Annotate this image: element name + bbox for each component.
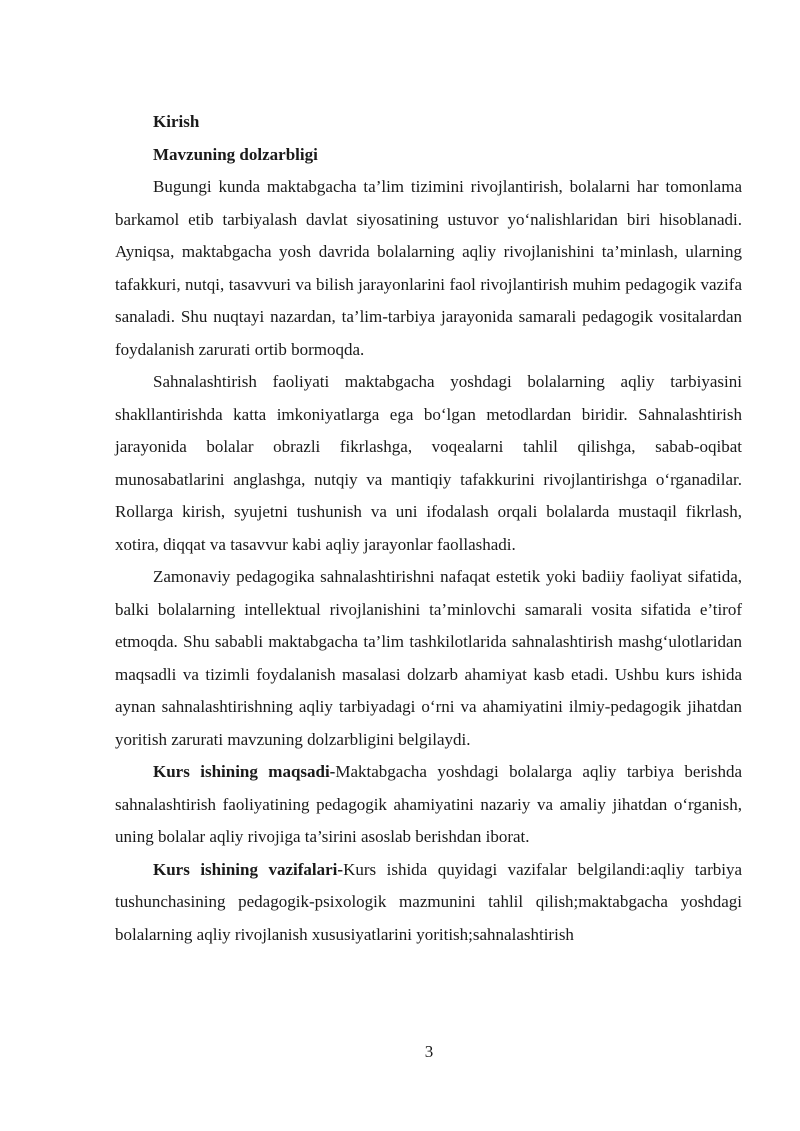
paragraph-2: Sahnalashtirish faoliyati maktabgacha yoshdagi bolalarning aqliy tarbiyasini shakllantirishda katta imkoniyatlarga ega bo‘lgan metodlardan biridir. Sahnalashtirish jarayonida bolalar obrazli fikrlashga, voqealarni tahlil qilishga, sabab-oqibat munosabatlarini anglashga, nutqiy va mantiqiy tafakkurini rivojlantirishga o‘rganadilar. Rollarga kirish, syujetni tushunish va uni ifodalash orqali bolalarda mustaqil fikrlash, xotira, diqqat va tasavvur kabi aqliy jarayonlar faollashadi. [115, 372, 742, 554]
heading-intro: Kirish [153, 112, 200, 131]
tasks-text: Kurs ishida quyidagi vazifalar belgilandi:aqliy tarbiya tushunchasining pedagogik-psixologik mazmunini tahlil qilish;maktabgacha yoshdagi bolalarning aqliy rivojlanish xususiyatlarini yoritish;sahnalashtirish [115, 859, 743, 944]
tasks-label: Kurs ishining vazifalari- [153, 859, 344, 879]
goal-label: Kurs ishining maqsadi- [153, 762, 336, 781]
goal-text: Maktabgacha yoshdagi bolalarga aqliy tarbiya berishda sahnalashtirish faoliyatining pedagogik ahamiyatini nazariy va amaliy jihatdan o‘rganish, uning bolalar aqliy rivojiga ta’sirini asoslab berishdan iborat. [115, 762, 743, 846]
paragraph-goal [115, 756, 742, 854]
paragraph-3: Zamonaviy pedagogika sahnalashtirishni nafaqat estetik yoki badiiy faoliyat sifatida, balki bolalarning intellektual rivojlanishini ta’minlovchi samarali vosita sifatida e’tirof etmoqda. Shu sababli maktabgacha ta’lim tashkilotlarida sahnalashtirish mashg‘ulotlaridan maqsadli va tizimli foydalanish masalasi dolzarb ahamiyat kasb etadi. Ushbu kurs ishida aynan sahnalashtirishning aqliy tarbiyadagi o‘rni va ahamiyatini ilmiy-pedagogik jihatdan yoritish zarurati mavzuning dolzarbligini belgilaydi. [115, 567, 742, 749]
heading-relevance: Mavzuning dolzarbligi [153, 144, 318, 164]
document-body [115, 106, 742, 951]
paragraph-tasks [115, 854, 742, 952]
page-number: 3 [424, 1042, 434, 1061]
paragraph-1: Bugungi kunda maktabgacha ta’lim tizimini rivojlantirish, bolalarni har tomonlama barkamol etib tarbiyalash davlat siyosatining ustuvor yo‘nalishlaridan biri hisoblanadi. Ayniqsa, maktabgacha yosh davrida bolalarning aqliy rivojlanishini ta’minlash, ularning tafakkuri, nutqi, tasavvuri va bilish jarayonlarini faol rivojlantirish muhim pedagogik vazifa sanaladi. Shu nuqtayi nazardan, ta’lim-tarbiya jarayonida samarali pedagogik vositalardan foydalanish zarurati ortib bormoqda. [115, 177, 742, 359]
